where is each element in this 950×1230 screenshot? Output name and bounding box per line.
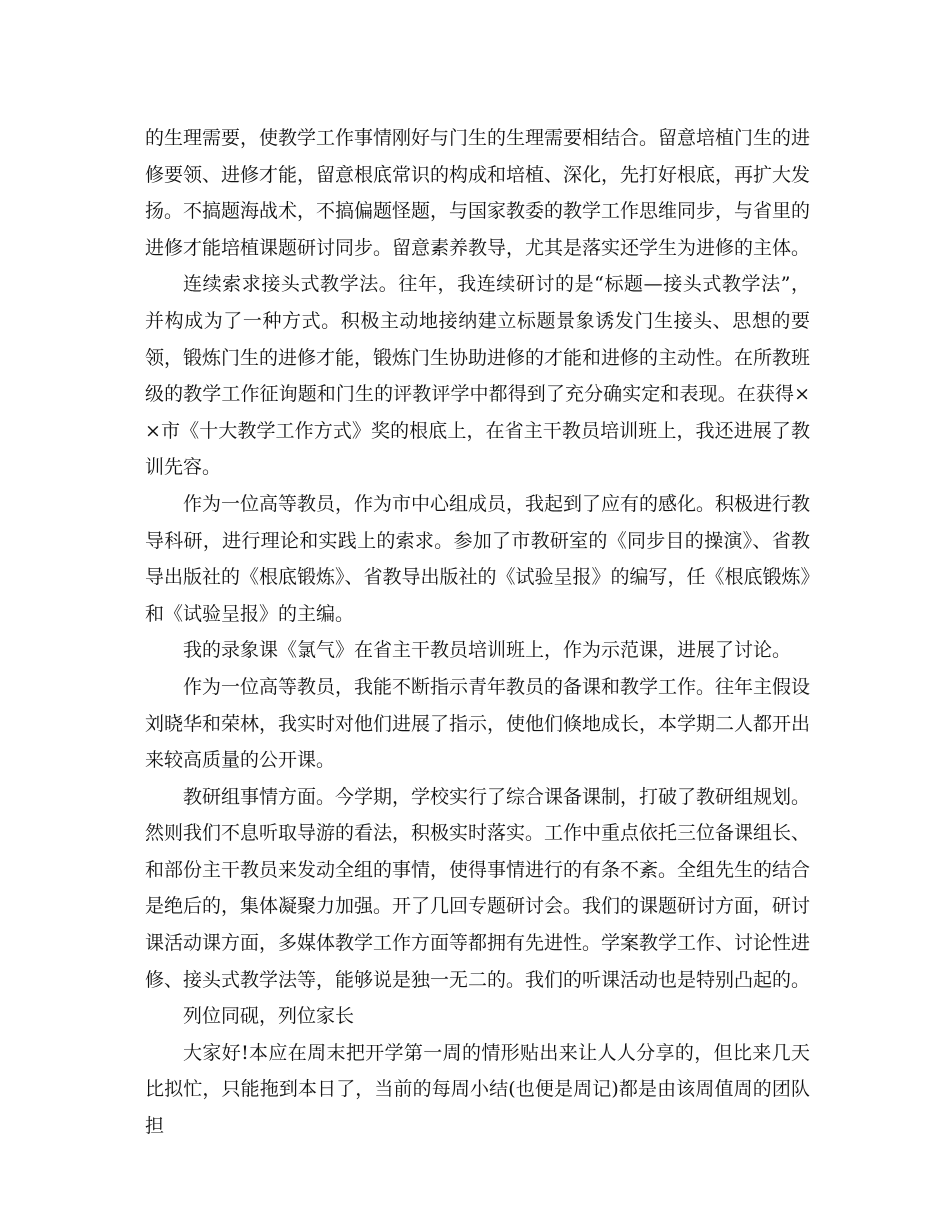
paragraph-mentoring: 作为一位高等教员，我能不断指示青年教员的备课和教学工作。往年主假设刘晓华和荣林，我实时对他们进展了指示，使他们倏地成长，本学期二人都开出来较高质量的公开课。 [145,675,811,772]
paragraph-weekly-summary: 大家好!本应在周末把开学第一周的情形贴出来让人人分享的，但比来几天比拟忙，只能拖到本日了，当前的每周小结(也便是周记)都是由该周值周的团队担 [145,1041,810,1138]
paragraph-senior-teacher-research: 作为一位高等教员，作为市中心组成员，我起到了应有的感化。积极进行教导科研，进行理论和实践上的索求。参加了市教研室的《同步目的操演》、省教导出版社的《根底锻炼》、省教导出版社的《试验呈报》的编写，任《根底锻炼》和《试验呈报》的主编。 [145,492,811,625]
paragraph-discussion-teaching: 连续索求接头式教学法。往年，我连续研讨的是“标题—接头式教学法”，并构成为了一种方式。积极主动地接纳建立标题景象诱发门生接头、思想的要领，锻炼门生的进修才能，锻炼门生协助进修的才能和进修的主动性。在所教班级的教学工作征询题和门生的评教评学中都得到了充分确实定和表现。在获得××市《十大教学工作方式》奖的根底上，在省主干教员培训班上，我还进展了教训先容。 [145,273,811,479]
paragraph-demo-lesson: 我的录象课《氯气》在省主干教员培训班上，作为示范课，进展了讨论。 [183,639,792,662]
paragraph-research-group: 教研组事情方面。今学期，学校实行了综合课备课制，打破了教研组规划。然则我们不息听取导游的看法，积极实时落实。工作中重点依托三位备课组长、和部份主干教员来发动全组的事情，使得事情进行的有条不紊。全组先生的结合是绝后的，集体凝聚力加强。开了几回专题研讨会。我们的课题研讨方面，研讨课活动课方面，多媒体教学工作方面等都拥有先进性。学案教学工作、讨论性进修、接头式教学法等，能够说是独一无二的。我们的听课活动也是特别凸起的。 [145,785,811,991]
document-body [145,120,810,1145]
paragraph-greeting: 列位同砚，列位家长 [183,1005,355,1028]
paragraph-continuation: 的生理需要，使教学工作事情刚好与门生的生理需要相结合。留意培植门生的进修要领、进修才能，留意根底常识的构成和培植、深化，先打好根底，再扩大发扬。不搞题海战术，不搞偏题怪题，与国家教委的教学工作思维同步，与省里的进修才能培植课题研讨同步。留意素养教导，尤其是落实还学生为进修的主体。 [145,127,811,259]
